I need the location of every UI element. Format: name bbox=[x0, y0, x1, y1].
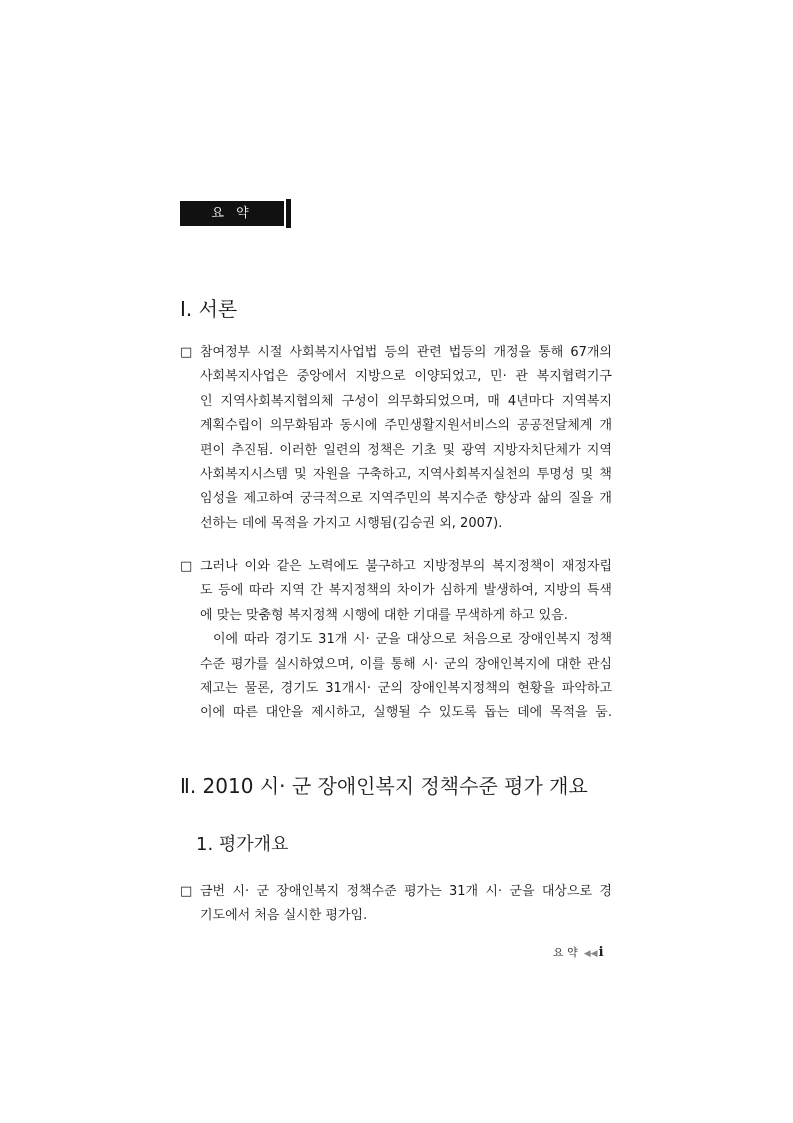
text-line: 사회복지시스템 및 자원을 구축하고, 지역사회복지실천의 투명성 및 책 bbox=[200, 466, 612, 482]
text-line: 이에 따라 경기도 31개 시· 군을 대상으로 처음으로 장애인복지 정책 bbox=[213, 632, 612, 648]
footer-label: 요 약 bbox=[553, 946, 578, 959]
text-line: 그러나 이와 같은 노력에도 불구하고 지방정부의 복지정책이 재정자립 bbox=[200, 559, 612, 574]
text-line: 도 등에 따라 지역 간 복지정책의 차이가 심하게 발생하여, 지방의 특색 bbox=[200, 583, 612, 599]
text-line: 수준 평가를 실시하였으며, 이를 통해 시· 군의 장애인복지에 대한 관심 bbox=[200, 656, 612, 672]
text-line: 사회복지사업은 중앙에서 지방으로 이양되었고, 민· 관 복지협력기구 bbox=[200, 369, 612, 385]
text-line: 선하는 데에 목적을 가지고 시행됨(김승권 외, 2007). bbox=[200, 515, 503, 531]
text-line: 금번 시· 군 장애인복지 정책수준 평가는 31개 시· 군을 대상으로 경 bbox=[200, 884, 612, 899]
text-line: 인 지역사회복지협의체 구성이 의무화되었으며, 매 4년마다 지역복지 bbox=[200, 393, 612, 409]
text-line: 제고는 물론, 경기도 31개시· 군의 장애인복지정책의 현황을 파악하고 bbox=[200, 680, 612, 696]
page-footer bbox=[553, 945, 604, 962]
bullet-marker: □ bbox=[180, 559, 193, 574]
text-line: 에 맞는 맞춤형 복지정책 시행에 대한 기대를 무색하게 하고 있음. bbox=[200, 607, 568, 623]
text-line: 임성을 제고하여 궁극적으로 지역주민의 복지수준 향상과 삶의 질을 개 bbox=[200, 491, 612, 507]
paragraph-intro-2 bbox=[180, 555, 612, 726]
text-line: 편이 추진됨. 이러한 일련의 정책은 기초 및 광역 지방자치단체가 지역 bbox=[200, 442, 612, 458]
paragraph-intro-1 bbox=[180, 341, 612, 536]
text-line: 기도에서 처음 실시한 평가임. bbox=[200, 908, 368, 924]
bullet-marker: □ bbox=[180, 884, 193, 899]
text-line: 계획수립이 의무화됨과 동시에 주민생활지원서비스의 공공전달체계 개 bbox=[200, 418, 612, 434]
triangle-left-icon: ◀◀ bbox=[583, 949, 598, 959]
heading-introduction: Ⅰ. 서론 bbox=[180, 297, 238, 321]
paragraph-evaluation-1 bbox=[180, 880, 612, 929]
text-line: 이에 따른 대안을 제시하고, 실행될 수 있도록 돕는 데에 목적을 둠. bbox=[200, 705, 612, 721]
page-number: i bbox=[598, 945, 604, 960]
bullet-marker: □ bbox=[180, 345, 193, 360]
subheading-evaluation-summary: 1. 평가개요 bbox=[196, 834, 289, 855]
section-tag: 요 약 bbox=[180, 201, 284, 226]
section-tag-bar bbox=[286, 199, 291, 228]
text-line: 참여정부 시절 사회복지사업법 등의 관련 법등의 개정을 통해 67개의 bbox=[200, 345, 612, 360]
heading-evaluation-overview: Ⅱ. 2010 시· 군 장애인복지 정책수준 평가 개요 bbox=[180, 774, 588, 798]
